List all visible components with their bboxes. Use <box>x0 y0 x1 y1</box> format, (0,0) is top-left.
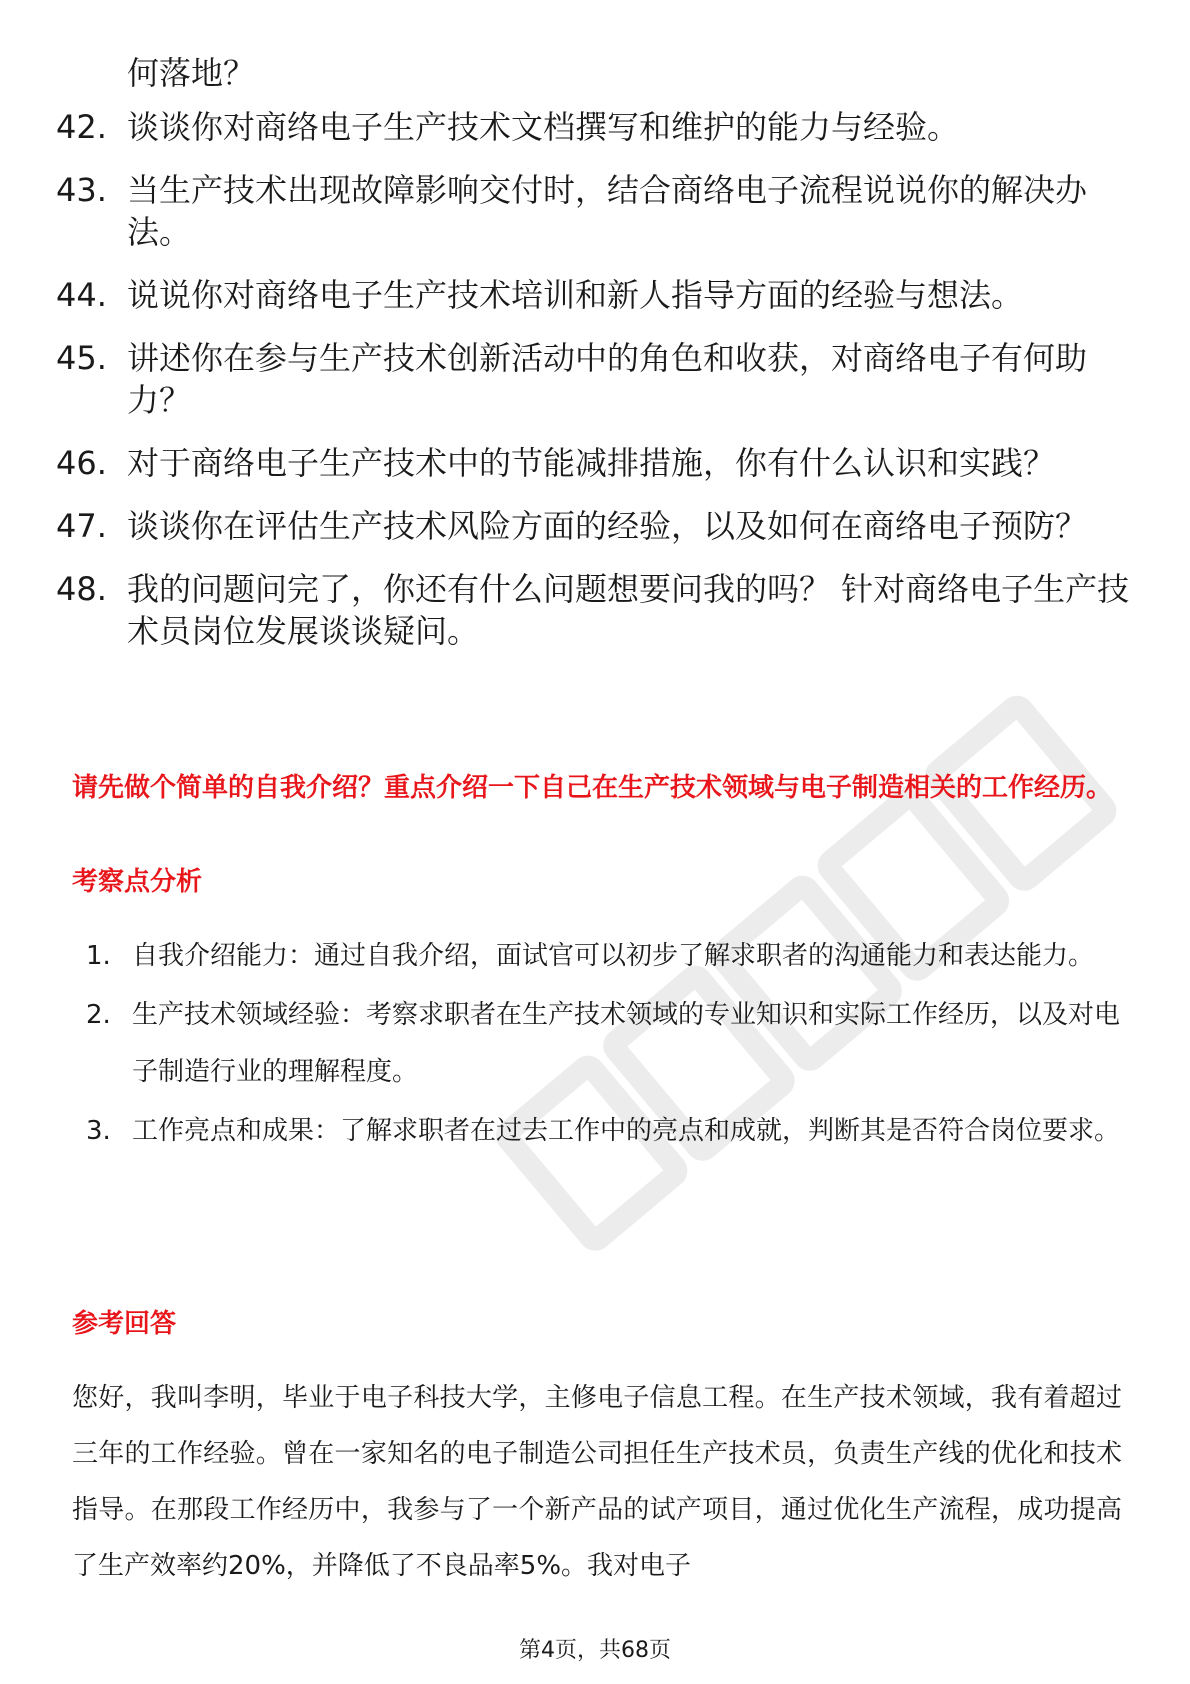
analysis-item <box>80 1103 1130 1160</box>
analysis-item <box>80 928 1130 985</box>
question-continuation: 何落地？ <box>127 54 256 92</box>
question-item <box>56 274 1136 316</box>
answer-paragraph: 您好，我叫李明，毕业于电子科技大学，主修电子信息工程。在生产技术领域，我有着超过三年的工作经验。曾在一家知名的电子制造公司担任生产技术员，负责生产线的优化和技术指导。在那段工作经历中，我参与了一个新产品的试产项目，通过优化生产流程，成功提高了生产效率约20%，并降低了不良品率5%。我对电子 <box>72 1383 1122 1581</box>
question-item <box>56 106 1136 148</box>
analysis-item <box>80 987 1130 1101</box>
analysis-text: 自我介绍能力：通过自我介绍，面试官可以初步了解求职者的沟通能力和表达能力。 <box>132 941 1095 971</box>
question-item <box>56 442 1136 484</box>
question-number: 42. <box>56 108 107 146</box>
question-number: 44. <box>56 276 107 314</box>
question-text: 谈谈你对商络电子生产技术文档撰写和维护的能力与经验。 <box>127 108 960 146</box>
analysis-number: 1. <box>86 941 111 971</box>
analysis-text: 工作亮点和成果：了解求职者在过去工作中的亮点和成就，判断其是否符合岗位要求。 <box>132 1116 1121 1146</box>
analysis-text: 生产技术领域经验：考察求职者在生产技术领域的专业知识和实际工作经历，以及对电子制造行业的理解程度。 <box>132 1000 1121 1087</box>
answer-heading: 参考回答 <box>72 1309 177 1339</box>
question-text: 对于商络电子生产技术中的节能减排措施，你有什么认识和实践？ <box>127 444 1056 482</box>
question-text: 当生产技术出现故障影响交付时，结合商络电子流程说说你的解决办法。 <box>127 171 1088 251</box>
question-text: 讲述你在参与生产技术创新活动中的角色和收获，对商络电子有何助力？ <box>127 339 1088 419</box>
page-footer: 第4页，共68页 <box>519 1638 671 1663</box>
question-item <box>56 568 1136 652</box>
analysis-heading: 考察点分析 <box>72 867 203 897</box>
question-item <box>56 337 1136 421</box>
question-number: 46. <box>56 444 107 482</box>
question-item <box>56 505 1136 547</box>
question-number: 45. <box>56 339 107 377</box>
analysis-number: 2. <box>86 1000 111 1030</box>
question-item <box>56 169 1136 253</box>
question-text: 谈谈你在评估生产技术风险方面的经验，以及如何在商络电子预防？ <box>127 507 1088 545</box>
question-number: 48. <box>56 570 107 608</box>
question-text: 说说你对商络电子生产技术培训和新人指导方面的经验与想法。 <box>127 276 1024 314</box>
section-question-heading: 请先做个简单的自我介绍？重点介绍一下自己在生产技术领域与电子制造相关的工作经历。 <box>72 773 1113 803</box>
analysis-list <box>80 928 1130 1162</box>
question-number: 47. <box>56 507 107 545</box>
analysis-number: 3. <box>86 1116 111 1146</box>
question-text: 我的问题问完了，你还有什么问题想要问我的吗？ 针对商络电子生产技术员岗位发展谈谈疑问。 <box>127 570 1130 650</box>
question-list <box>56 106 1136 673</box>
question-number: 43. <box>56 171 107 209</box>
